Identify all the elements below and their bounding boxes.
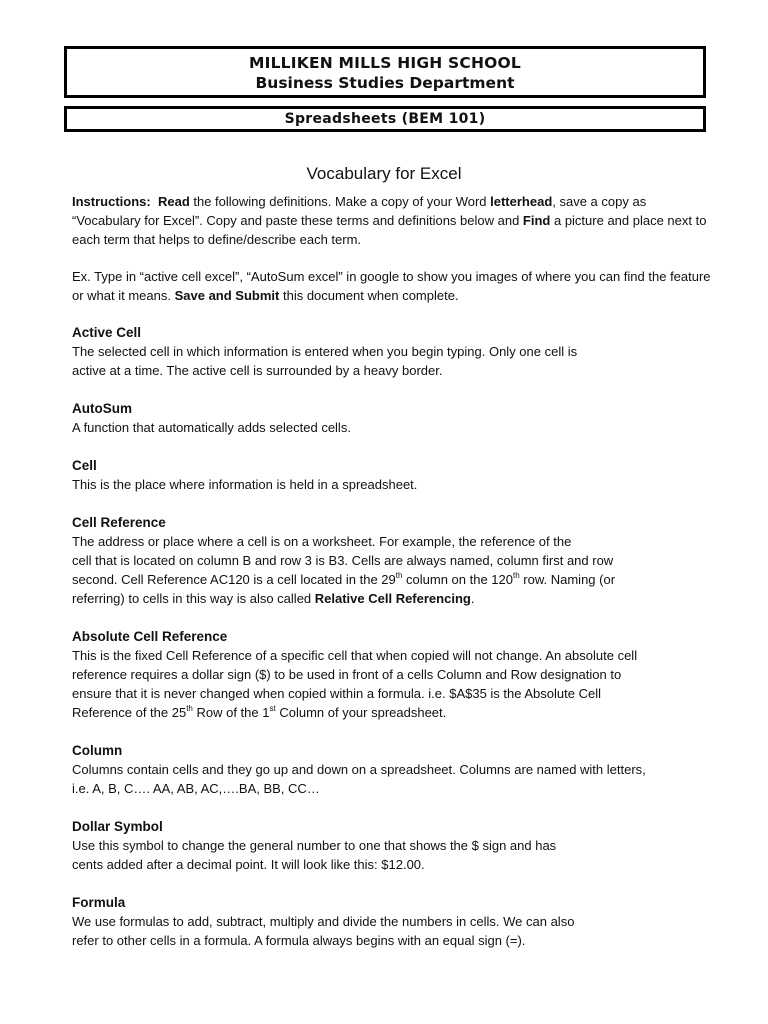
definition-line: We use formulas to add, subtract, multiply and divide the numbers in cells. We can also	[72, 914, 575, 929]
document-body	[72, 192, 712, 969]
definition-line	[72, 589, 712, 608]
find-keyword: Find	[522, 213, 551, 228]
definition-line: A function that automatically adds selected cells.	[72, 420, 351, 435]
term-heading: Formula	[72, 895, 126, 910]
term-entry-dollar-symbol	[72, 817, 712, 874]
definition-text: row. Naming (or	[519, 572, 616, 587]
term-heading: Active Cell	[72, 325, 142, 340]
term-entry-cell	[72, 456, 712, 494]
definition-text: Column of your spreadsheet.	[275, 705, 447, 720]
letterhead-keyword: letterhead	[490, 194, 553, 209]
relative-referencing-keyword: Relative Cell Referencing	[314, 591, 471, 606]
department-name: Business Studies Department	[255, 74, 515, 92]
definition-line: This is the place where information is held in a spreadsheet.	[72, 477, 418, 492]
ordinal-suffix: th	[513, 570, 520, 580]
read-keyword: Read	[157, 194, 190, 209]
term-entry-cell-reference	[72, 513, 712, 608]
definition-text: Reference of the 25	[72, 705, 187, 720]
definition-line: i.e. A, B, C…. AA, AB, AC,….BA, BB, CC…	[72, 781, 320, 796]
term-entry-column	[72, 741, 712, 798]
instructions-text-2: , save a copy as “Vocabulary for Excel”. Copy and paste these terms and definitions below and	[72, 194, 647, 228]
definition-line	[72, 570, 712, 589]
school-header-box	[64, 46, 706, 98]
definition-line	[72, 703, 712, 722]
term-heading: Column	[72, 743, 123, 758]
instructions-text-3: a picture and place next to each term that helps to define/describe each term.	[72, 213, 707, 247]
definition-line: active at a time. The active cell is surrounded by a heavy border.	[72, 363, 443, 378]
ordinal-suffix: st	[269, 703, 276, 713]
example-paragraph	[72, 267, 712, 305]
term-heading: Cell Reference	[72, 515, 166, 530]
term-heading: AutoSum	[72, 401, 132, 416]
definition-line: This is the fixed Cell Reference of a specific cell that when copied will not change. An absolute cell	[72, 648, 638, 663]
term-heading: Absolute Cell Reference	[72, 629, 228, 644]
instructions-label: Instructions:	[72, 194, 151, 209]
definition-text: referring) to cells in this way is also called	[72, 591, 315, 606]
save-submit-keyword: Save and Submit	[174, 288, 280, 303]
term-heading: Cell	[72, 458, 97, 473]
term-heading: Dollar Symbol	[72, 819, 163, 834]
example-text-2: this document when complete.	[279, 288, 459, 303]
definition-text: second. Cell Reference AC120 is a cell located in the 29	[72, 572, 396, 587]
definition-line: The address or place where a cell is on a worksheet. For example, the reference of the	[72, 534, 572, 549]
course-header-box	[64, 106, 706, 132]
term-entry-autosum	[72, 399, 712, 437]
ordinal-suffix: th	[395, 570, 403, 580]
definition-line: cell that is located on column B and row 3 is B3. Cells are always named, column first and row	[72, 553, 614, 568]
instructions-paragraph	[72, 192, 712, 249]
term-entry-formula	[72, 893, 712, 950]
example-text-1: Ex. Type in “active cell excel”, “AutoSum excel” in google to show you images of where you can find the feature or what it means.	[72, 269, 711, 303]
document-title: Vocabulary for Excel	[306, 164, 462, 183]
definition-line: cents added after a decimal point. It will look like this: $12.00.	[72, 857, 425, 872]
instructions-text-1: the following definitions. Make a copy of your Word	[189, 194, 491, 209]
definition-line: The selected cell in which information is entered when you begin typing. Only one cell is	[72, 344, 578, 359]
course-name: Spreadsheets (BEM 101)	[284, 111, 486, 127]
school-name: MILLIKEN MILLS HIGH SCHOOL	[249, 54, 521, 72]
definition-line: Columns contain cells and they go up and down on a spreadsheet. Columns are named with letters,	[72, 762, 646, 777]
definition-line: ensure that it is never changed when copied within a formula. i.e. $A$35 is the Absolute Cell	[72, 686, 601, 701]
term-entry-absolute-cell-reference	[72, 627, 712, 722]
definition-text: Row of the 1	[192, 705, 270, 720]
definition-line: refer to other cells in a formula. A formula always begins with an equal sign (=).	[72, 933, 526, 948]
definition-line: Use this symbol to change the general number to one that shows the $ sign and has	[72, 838, 557, 853]
term-entry-active-cell	[72, 323, 712, 380]
definition-text: column on the 120	[402, 572, 513, 587]
definition-line: reference requires a dollar sign ($) to be used in front of a cells Column and Row designation to	[72, 667, 622, 682]
definition-text: .	[470, 591, 475, 606]
ordinal-suffix: th	[186, 703, 193, 713]
